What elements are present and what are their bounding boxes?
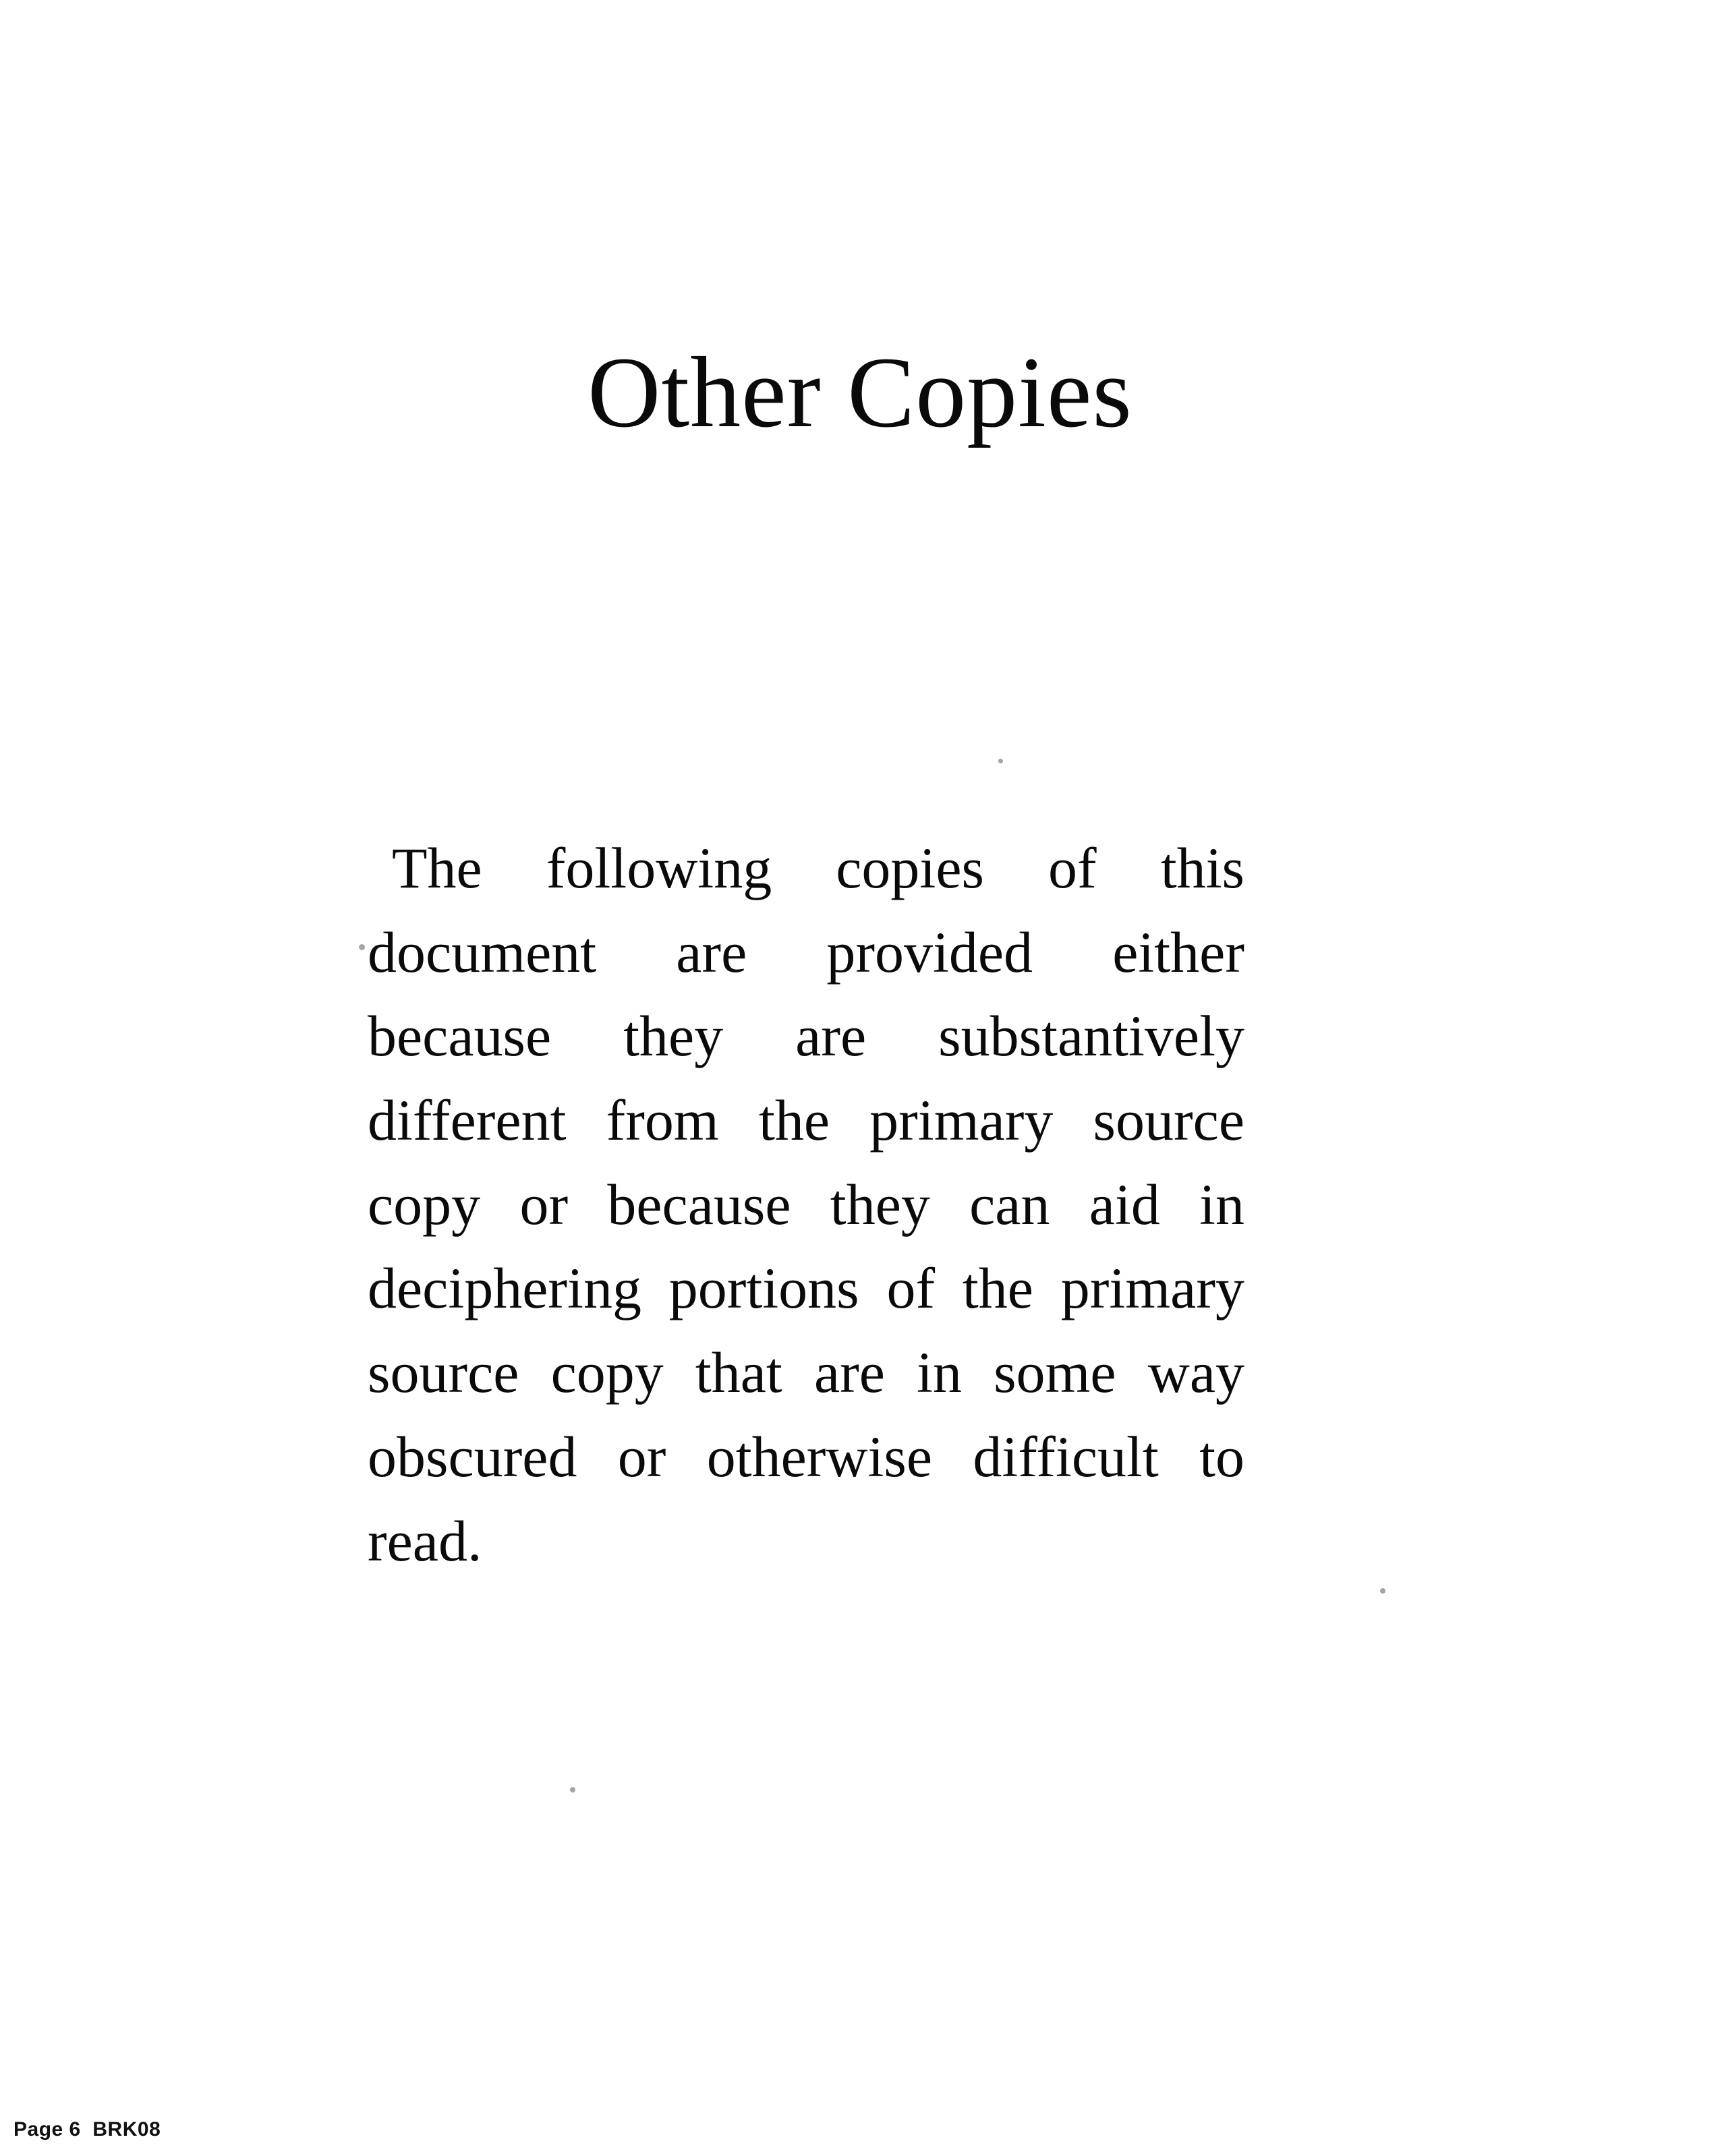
page-footer: Page 6 BRK08	[13, 2118, 161, 2140]
scan-speck-icon	[1380, 1588, 1385, 1594]
body-text-block	[368, 826, 1244, 1583]
body-paragraph: The following copies of this document are provided either because they are substantively different from the primary source copy or because they can aid in deciphering portions of the primary source copy that are in some way obscured or otherwise difficult to read.	[368, 836, 1244, 1573]
scan-speck-icon	[998, 759, 1003, 763]
page-title: Other Copies	[587, 337, 1133, 448]
scan-speck-icon	[570, 1787, 575, 1793]
scan-speck-icon	[359, 944, 365, 950]
